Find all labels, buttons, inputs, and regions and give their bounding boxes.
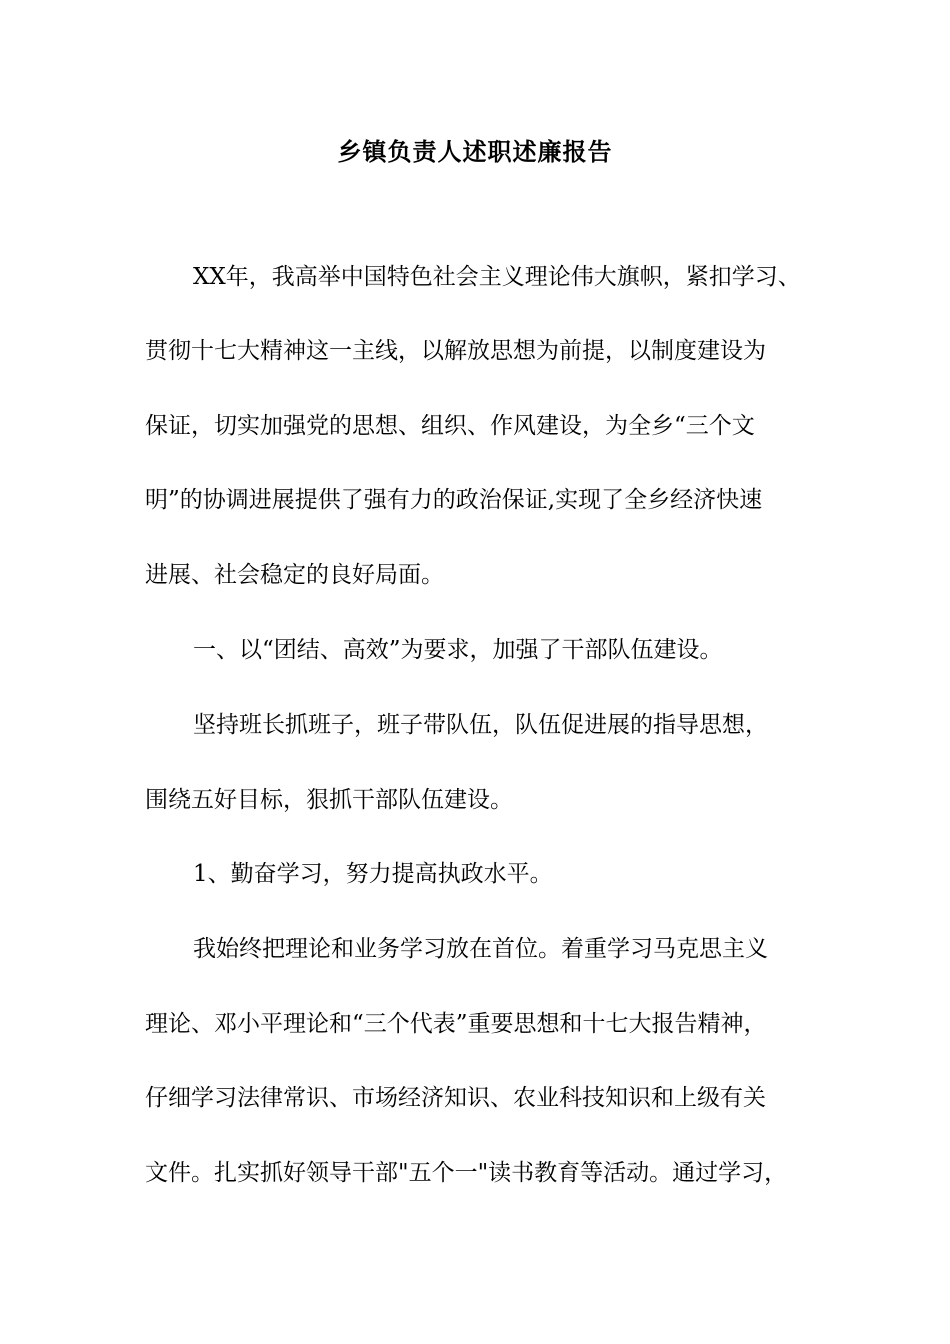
body-line: 进展、社会稳定的良好局面。 [145, 562, 444, 588]
body-line: 理论、邓小平理论和“三个代表”重要思想和十七大报告精神， [145, 1011, 767, 1037]
body-line: 坚持班长抓班子，班子带队伍，队伍促进展的指导思想， [193, 712, 768, 738]
body-line: 围绕五好目标，狠抓干部队伍建设。 [145, 787, 513, 813]
body-line: XX年，我高举中国特色社会主义理论伟大旗帜，紧扣学习、 [193, 264, 801, 290]
body-line: 贯彻十七大精神这一主线，以解放思想为前提，以制度建设为 [145, 338, 766, 364]
subsection-heading: 1、勤奋学习，努力提高执政水平。 [193, 861, 553, 887]
body-line: 仔细学习法律常识、市场经济知识、农业科技知识和上级有关 [145, 1085, 766, 1111]
section-heading: 一、以“团结、高效”为要求，加强了干部队伍建设。 [193, 637, 723, 663]
body-line: 明”的协调进展提供了强有力的政治保证,实现了全乡经济快速 [145, 487, 763, 513]
body-line: 文件。扎实抓好领导干部"五个一"读书教育等活动。通过学习， [145, 1160, 788, 1186]
body-line: 保证，切实加强党的思想、组织、作风建设，为全乡“三个文 [145, 413, 755, 439]
body-line: 我始终把理论和业务学习放在首位。着重学习马克思主义 [193, 936, 768, 962]
document-title: 乡镇负责人述职述廉报告 [337, 137, 613, 166]
